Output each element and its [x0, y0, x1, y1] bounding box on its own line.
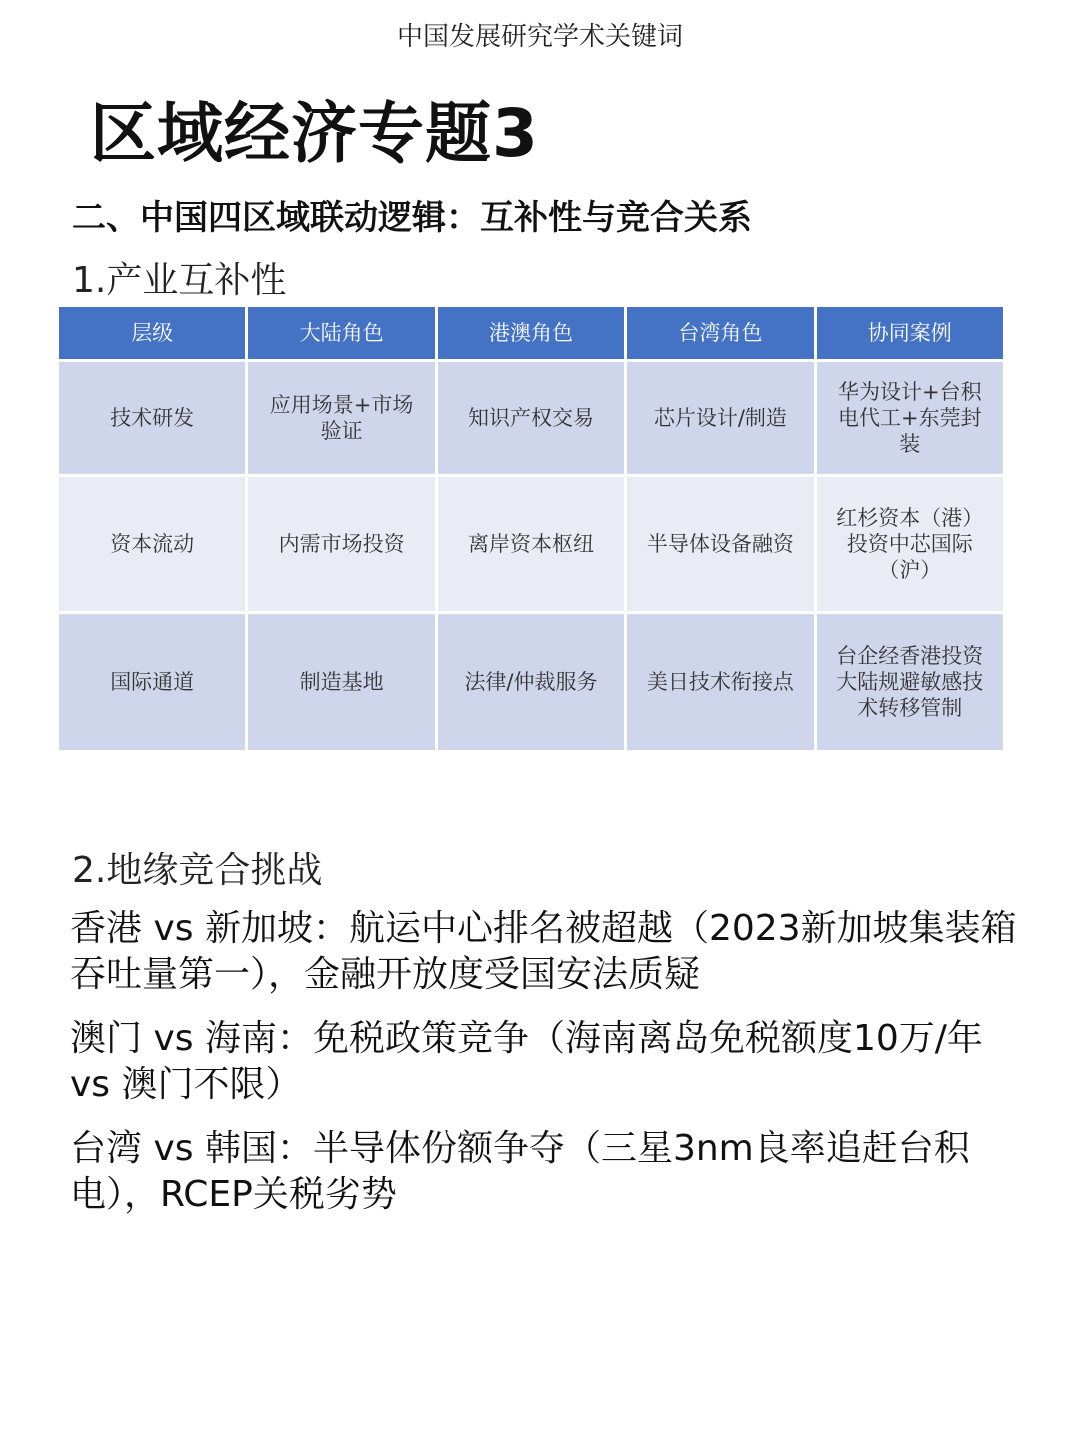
table-cell: 资本流动 [58, 476, 247, 613]
table-cell: 台企经香港投资大陆规避敏感技术转移管制 [815, 613, 1004, 752]
table-row [58, 613, 1005, 752]
table-cell: 离岸资本枢纽 [436, 476, 625, 613]
header-cell: 港澳角色 [436, 306, 625, 361]
complementarity-table [56, 304, 1006, 753]
table-cell: 内需市场投资 [247, 476, 436, 613]
header-cell: 大陆角色 [247, 306, 436, 361]
table-row [58, 476, 1005, 613]
challenge-item: 台湾 vs 韩国：半导体份额争夺（三星3nm良率追赶台积电），RCEP关税劣势 [70, 1128, 970, 1215]
table-cell: 芯片设计/制造 [626, 361, 815, 476]
table-row [58, 361, 1005, 476]
header-cell: 层级 [58, 306, 247, 361]
table-cell: 法律/仲裁服务 [436, 613, 625, 752]
part2-title: 2.地缘竞合挑战 [72, 850, 323, 891]
table-cell: 应用场景+市场验证 [247, 361, 436, 476]
header-cell: 台湾角色 [626, 306, 815, 361]
part1-title: 1.产业互补性 [72, 260, 287, 301]
challenge-item: 澳门 vs 海南：免税政策竞争（海南离岛免税额度10万/年 vs 澳门不限） [70, 1018, 983, 1105]
table-cell: 半导体设备融资 [626, 476, 815, 613]
challenge-list [70, 906, 1020, 1236]
table-cell: 制造基地 [247, 613, 436, 752]
table-cell: 红杉资本（港）投资中芯国际（沪） [815, 476, 1004, 613]
table-cell: 国际通道 [58, 613, 247, 752]
table-cell: 知识产权交易 [436, 361, 625, 476]
header-cell: 协同案例 [815, 306, 1004, 361]
table-cell: 美日技术衔接点 [626, 613, 815, 752]
table-cell: 技术研发 [58, 361, 247, 476]
challenge-item: 香港 vs 新加坡：航运中心排名被超越（2023新加坡集装箱吞吐量第一），金融开放度受国安法质疑 [70, 908, 1017, 995]
table-cell: 华为设计+台积电代工+东莞封装 [815, 361, 1004, 476]
table-header-row [58, 306, 1005, 361]
page-title: 区域经济专题3 [90, 95, 539, 172]
page-caption: 中国发展研究学术关键词 [396, 22, 683, 52]
section-heading: 二、中国四区域联动逻辑：互补性与竞合关系 [72, 198, 752, 238]
